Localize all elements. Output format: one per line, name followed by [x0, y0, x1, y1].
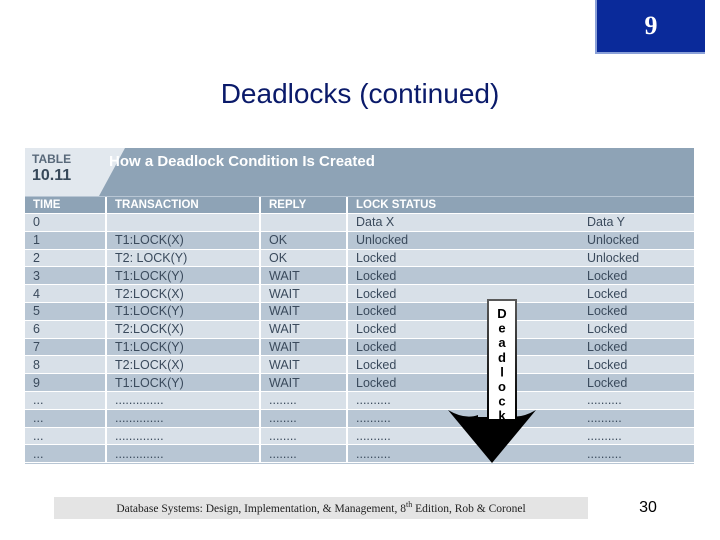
cell-time: ... — [25, 428, 107, 445]
cell-transaction: .............. — [107, 392, 261, 409]
cell-time: 9 — [25, 374, 107, 391]
cell-lock-status-y: Locked — [587, 375, 628, 390]
cell-lock-status-y: Data Y — [587, 215, 625, 230]
cell-lock-status-x: .......... — [356, 411, 391, 426]
cell-lock-status-x: Locked — [356, 286, 397, 301]
cell-lock-status-x: Locked — [356, 357, 397, 372]
citation-sup: th — [406, 500, 413, 509]
cell-reply: ........ — [261, 428, 348, 445]
cell-transaction: T2: LOCK(Y) — [107, 250, 261, 267]
table-row — [25, 303, 694, 321]
cell-reply — [261, 214, 348, 231]
cell-lock-status-y: Locked — [587, 339, 628, 354]
cell-reply: WAIT — [261, 321, 348, 338]
cell-lock-status-x: .......... — [356, 446, 391, 461]
cell-lock-status-y: .......... — [587, 428, 622, 443]
column-header-transaction: TRANSACTION — [107, 197, 261, 213]
cell-reply: WAIT — [261, 285, 348, 302]
table-row — [25, 285, 694, 303]
table-row — [25, 392, 694, 410]
cell-reply: OK — [261, 232, 348, 249]
cell-lock-status-x: .......... — [356, 428, 391, 443]
cell-lock-status-x: Locked — [356, 268, 397, 283]
cell-lock-status-y: .......... — [587, 446, 622, 461]
cell-time: 8 — [25, 356, 107, 373]
cell-reply: WAIT — [261, 374, 348, 391]
cell-time: 6 — [25, 321, 107, 338]
cell-time: ... — [25, 445, 107, 462]
footer-citation — [54, 500, 588, 515]
table-row — [25, 339, 694, 357]
cell-time: 7 — [25, 339, 107, 356]
deadlock-arrow — [430, 148, 540, 464]
cell-time: 4 — [25, 285, 107, 302]
cell-transaction: T1:LOCK(Y) — [107, 374, 261, 391]
cell-time: ... — [25, 392, 107, 409]
cell-transaction: T1:LOCK(Y) — [107, 303, 261, 320]
cell-transaction: T1:LOCK(Y) — [107, 339, 261, 356]
table-row — [25, 374, 694, 392]
cell-transaction: T2:LOCK(X) — [107, 321, 261, 338]
cell-time: 3 — [25, 267, 107, 284]
table-row — [25, 267, 694, 285]
column-header-row — [25, 197, 694, 214]
page-number: 30 — [639, 499, 657, 516]
table-row — [25, 428, 694, 446]
table-row — [25, 214, 694, 232]
cell-reply: ........ — [261, 445, 348, 462]
table-row — [25, 250, 694, 268]
cell-reply: ........ — [261, 392, 348, 409]
cell-reply: WAIT — [261, 267, 348, 284]
cell-lock-status-x: Locked — [356, 250, 397, 265]
cell-lock-status-x: Locked — [356, 339, 397, 354]
cell-transaction — [107, 214, 261, 231]
cell-lock-status-y: .......... — [587, 411, 622, 426]
cell-lock-status-x: Locked — [356, 304, 397, 319]
cell-reply: WAIT — [261, 356, 348, 373]
table-tag-label: TABLE — [32, 152, 72, 166]
cell-reply: ........ — [261, 410, 348, 427]
chapter-number: 9 — [644, 11, 658, 40]
cell-reply: WAIT — [261, 303, 348, 320]
cell-time: 1 — [25, 232, 107, 249]
table-caption: How a Deadlock Condition Is Created — [109, 153, 375, 170]
cell-reply: OK — [261, 250, 348, 267]
table-row — [25, 232, 694, 250]
cell-lock-status-y: Unlocked — [587, 233, 640, 248]
cell-lock-status-y: Locked — [587, 286, 628, 301]
cell-lock-status-y: Locked — [587, 268, 628, 283]
deadlock-label: D e a d l o c k — [497, 306, 507, 424]
cell-lock-status-x: .......... — [356, 393, 391, 408]
citation-post: Edition, Rob & Coronel — [412, 502, 526, 515]
table-tag — [25, 148, 99, 196]
table-row — [25, 410, 694, 428]
cell-lock-status-y: Locked — [587, 322, 628, 337]
column-header-time: TIME — [25, 197, 107, 213]
cell-lock-status-x: Data X — [356, 215, 395, 230]
cell-lock-status-x: Locked — [356, 322, 397, 337]
cell-lock-status-y: Unlocked — [587, 250, 640, 265]
cell-time: 2 — [25, 250, 107, 267]
cell-lock-status-x: Locked — [356, 375, 397, 390]
cell-transaction: T1:LOCK(Y) — [107, 267, 261, 284]
cell-time: ... — [25, 410, 107, 427]
table-grid — [25, 197, 694, 463]
cell-transaction: .............. — [107, 410, 261, 427]
table-number: 10.11 — [32, 167, 72, 184]
cell-transaction: T1:LOCK(X) — [107, 232, 261, 249]
cell-reply: WAIT — [261, 339, 348, 356]
cell-transaction: .............. — [107, 445, 261, 462]
cell-transaction: T2:LOCK(X) — [107, 285, 261, 302]
citation-pre: Database Systems: Design, Implementation, & Management, 8 — [116, 502, 407, 515]
deadlock-table — [25, 148, 694, 464]
chapter-number-box — [595, 0, 705, 54]
table-row — [25, 445, 694, 463]
cell-lock-status-x: Unlocked — [356, 233, 409, 248]
column-header-reply: REPLY — [261, 197, 348, 213]
cell-lock-status-y: Locked — [587, 357, 628, 372]
cell-time: 5 — [25, 303, 107, 320]
cell-time: 0 — [25, 214, 107, 231]
cell-lock-status-y: Locked — [587, 304, 628, 319]
table-row — [25, 321, 694, 339]
cell-transaction: T2:LOCK(X) — [107, 356, 261, 373]
column-header-lock-status: LOCK STATUS — [356, 199, 437, 211]
cell-lock-status-y: .......... — [587, 393, 622, 408]
table-row — [25, 356, 694, 374]
cell-transaction: .............. — [107, 428, 261, 445]
table-header — [25, 148, 694, 196]
slide-title: Deadlocks (continued) — [220, 78, 500, 109]
